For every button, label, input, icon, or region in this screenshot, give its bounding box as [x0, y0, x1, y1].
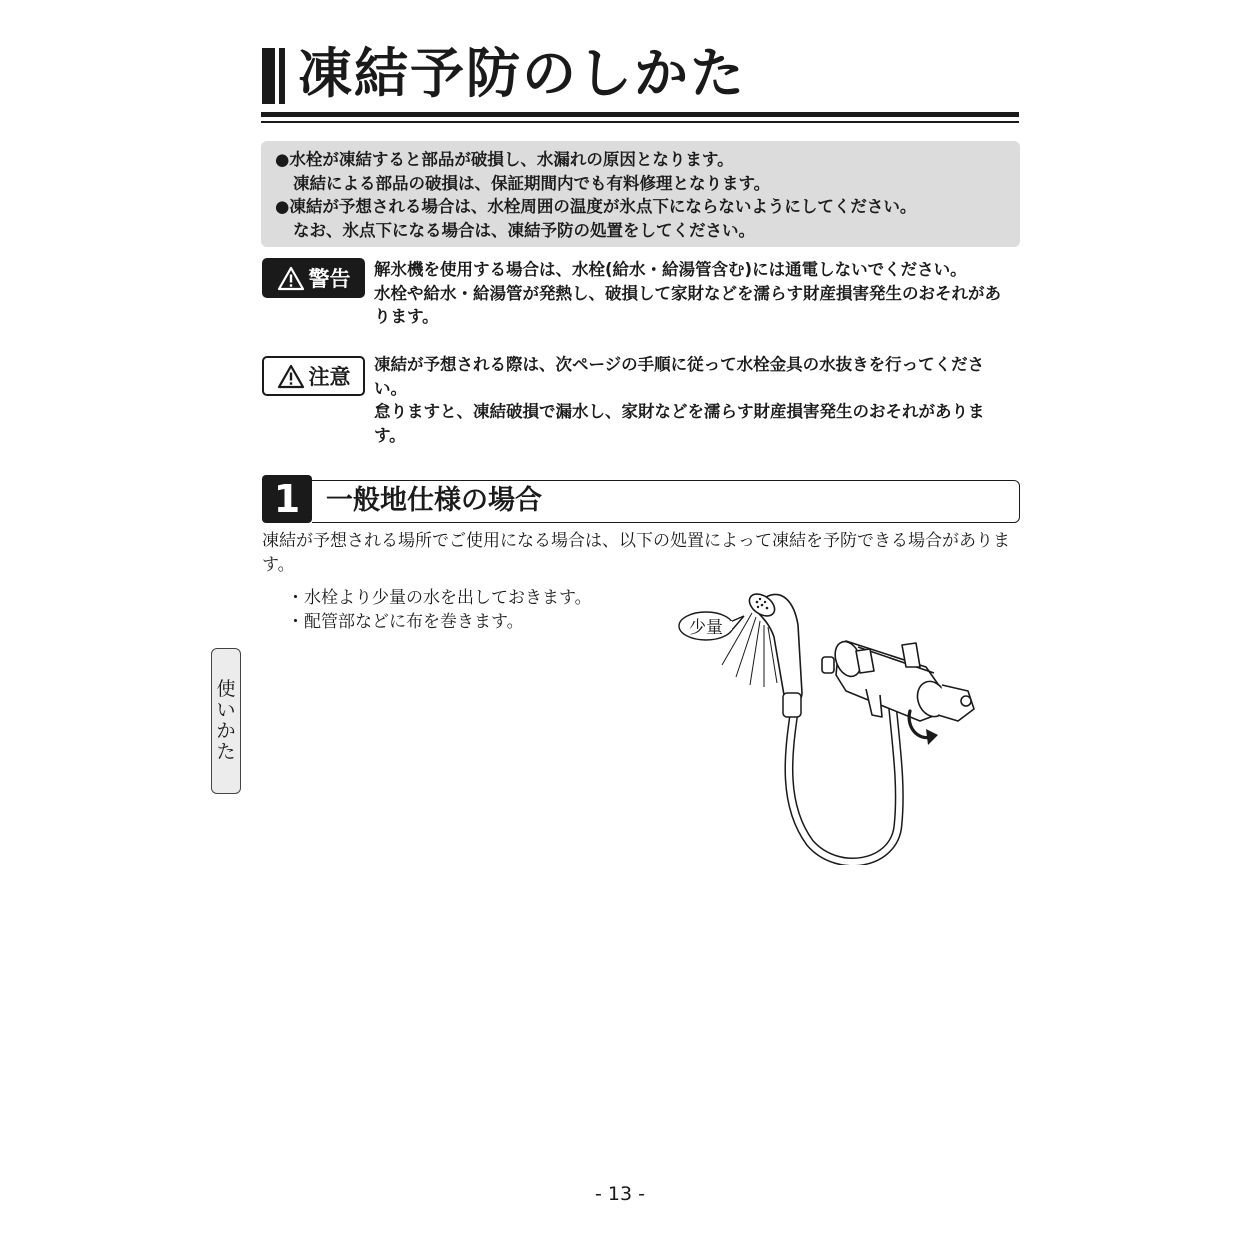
warning-text-2: 水栓や給水・給湯管が発熱し、破損して家財などを濡らす財産損害発生のおそれがあります。	[374, 283, 1001, 326]
shower-illustration	[670, 575, 1010, 865]
caution-text-1: 凍結が予想される際は、次ページの手順に従って水栓金具の水抜きを行ってください。	[374, 355, 985, 398]
page-title: 凍結予防のしかた	[298, 42, 746, 105]
title-marker	[262, 48, 286, 104]
caution-text	[374, 353, 1014, 447]
title-rule-thick	[261, 112, 1019, 117]
bullet-item: ・配管部などに布を巻きます。	[287, 611, 524, 632]
faucet-body	[822, 638, 974, 721]
warning-label-text: 警告	[308, 267, 351, 291]
notice-box	[261, 141, 1020, 247]
notice-line: ●水栓が凍結すると部品が破損し、水漏れの原因となります。	[275, 150, 734, 169]
caution-text-2: 怠りますと、凍結破損で漏水し、家財などを濡らす財産損害発生のおそれがあります。	[374, 402, 985, 445]
side-tab-char: か	[216, 720, 236, 742]
section-number: 1	[262, 475, 312, 523]
notice-line: なお、氷点下になる場合は、凍結予防の処置をしてください。	[293, 220, 755, 240]
side-tab-char: た	[216, 741, 236, 763]
section-intro: 凍結が予想される場所でご使用になる場合は、以下の処置によって凍結を予防できる場合があります。	[262, 531, 1010, 575]
warning-text-1: 解氷機を使用する場合は、水栓(給水・給湯管含む)には通電しないでください。	[374, 260, 967, 279]
warning-label	[262, 258, 365, 298]
caution-label	[262, 356, 365, 396]
side-tab-char: い	[216, 699, 236, 721]
section-title: 一般地仕様の場合	[326, 485, 542, 516]
notice-line: ●凍結が予想される場合は、水栓周囲の温度が氷点下にならないようにしてください。	[275, 197, 917, 216]
notice-line: 凍結による部品の破損は、保証期間内でも有料修理となります。	[293, 173, 771, 193]
caution-triangle-icon	[277, 364, 305, 389]
side-tab[interactable]	[211, 648, 241, 794]
side-tab-char: 使	[216, 678, 236, 700]
caution-label-text: 注意	[308, 365, 351, 389]
warning-text	[374, 258, 1014, 329]
bullet-list	[287, 587, 592, 634]
page-number: - 13 -	[595, 1183, 645, 1205]
warning-triangle-icon	[277, 266, 305, 291]
callout-text: 少量	[689, 618, 723, 638]
title-rule-thin	[261, 121, 1019, 123]
bullet-item: ・水栓より少量の水を出しておきます。	[287, 588, 592, 608]
